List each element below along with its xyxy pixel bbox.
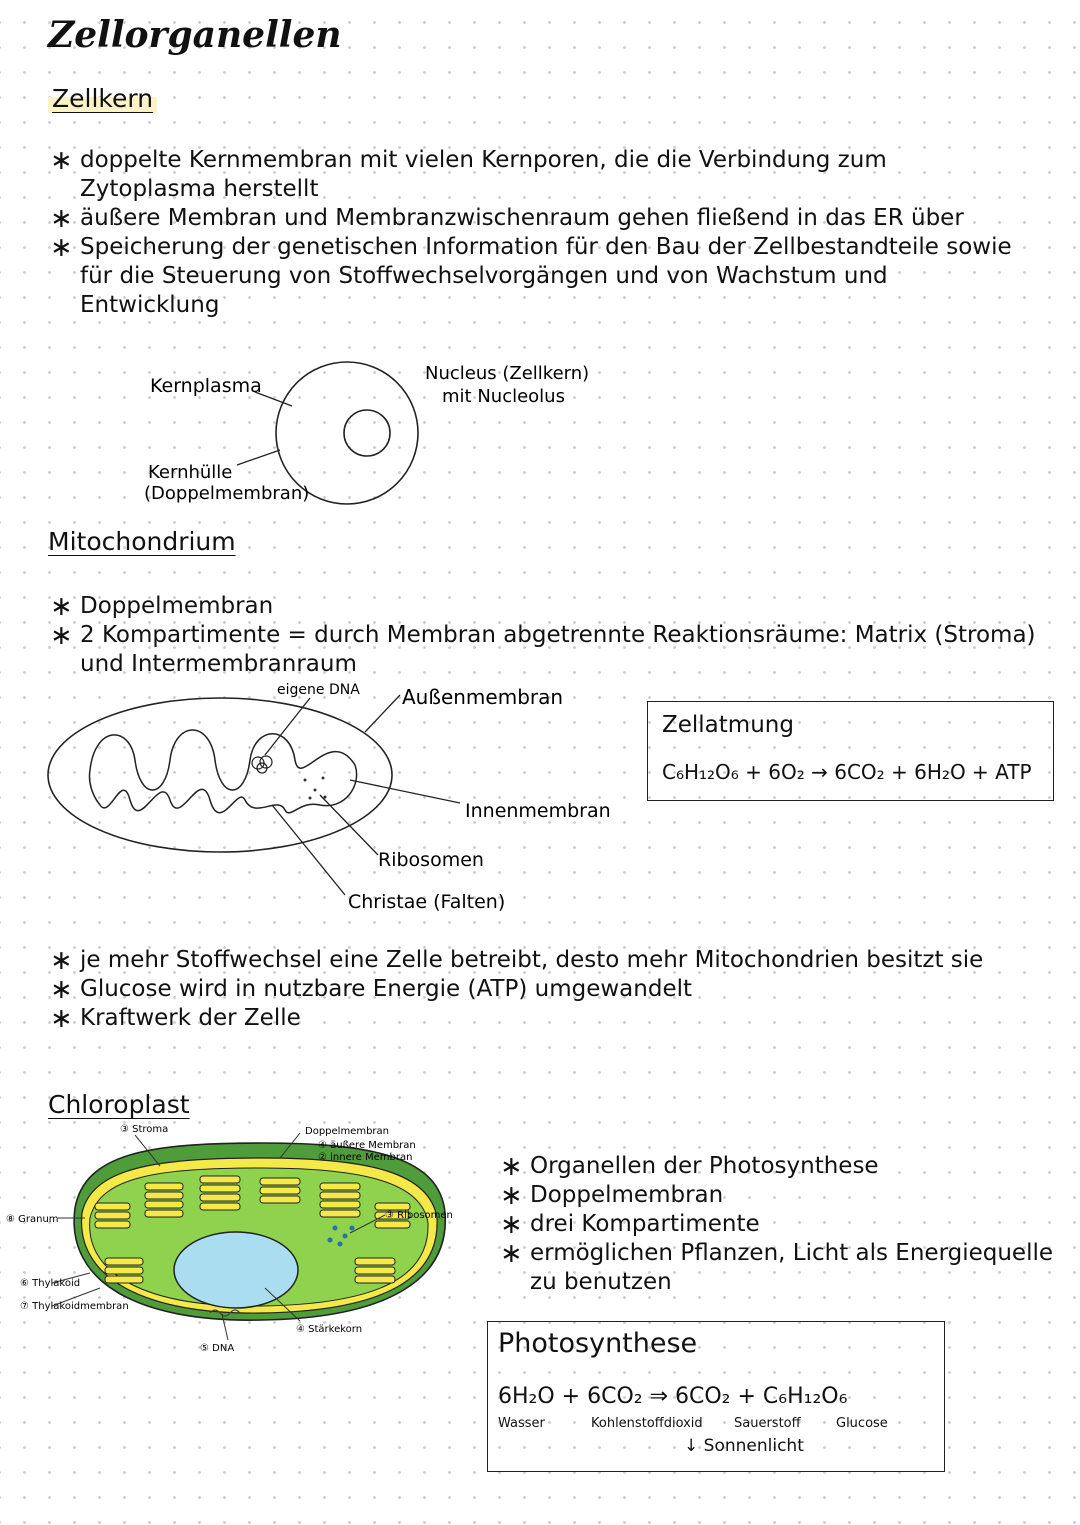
mito-ribosomen-dots: [304, 777, 327, 800]
label-ribosomen: Ribosomen: [378, 849, 484, 871]
list-item: ∗ drei Kompartimente: [500, 1210, 1060, 1239]
list-item: ∗ Kraftwerk der Zelle: [50, 1004, 1040, 1033]
innen-pointer: [350, 780, 460, 803]
label-ribosomen-c: ③ Ribosomen: [385, 1210, 453, 1221]
label-innenmembran: Innenmembran: [465, 800, 611, 822]
christae-pointer: [272, 805, 345, 895]
label-doppelmembran: (Doppelmembran): [144, 483, 310, 504]
mito-inner-membrane: [89, 730, 356, 813]
dna-pointer: [265, 698, 310, 755]
list-item: ∗ Doppelmembran: [500, 1181, 1060, 1210]
zellatmung-box: [647, 701, 1054, 801]
aussen-pointer: [365, 695, 400, 732]
heading-zellkern: [48, 84, 157, 113]
kernhuelle-pointer: [237, 450, 280, 465]
photosynthese-formula: 6H₂O + 6CO₂ ⇒ 6CO₂ + C₆H₁₂O₆: [498, 1384, 848, 1409]
label-aussenmembran: Außenmembran: [402, 685, 564, 709]
nucleolus-circle: [344, 410, 390, 456]
list-item: ∗ Speicherung der genetischen Information für den Bau der Zellbestandteile sowie für die Steuerung von Stoffwechselvorgängen und von Wachstum und Entwicklung: [50, 233, 1030, 320]
label-kernhuelle: Kernhülle: [148, 462, 233, 483]
label-innere-membran: ② innere Membran: [318, 1152, 413, 1163]
list-item: ∗ Organellen der Photosynthese: [500, 1152, 1060, 1181]
chloroplast-vacuole: [174, 1232, 298, 1308]
list-item: ∗ ermöglichen Pflanzen, Licht als Energiequelle zu benutzen: [500, 1239, 1060, 1297]
label-nucleolus: mit Nucleolus: [442, 386, 565, 407]
list-item: ∗ je mehr Stoffwechsel eine Zelle betreibt, desto mehr Mitochondrien besitzt sie: [50, 946, 1040, 975]
heading-zellkern-text: Zellkern: [48, 84, 157, 113]
mito-bullet-list-2: [50, 946, 1040, 1033]
list-item: ∗ Glucose wird in nutzbare Energie (ATP) umgewandelt: [50, 975, 1040, 1004]
ribosomen-pointer: [320, 795, 378, 855]
label-granum: ⑧ Granum: [6, 1214, 59, 1225]
list-item: ∗ Doppelmembran: [50, 592, 1040, 621]
heading-mitochondrium: Mitochondrium: [48, 527, 236, 556]
label-kernplasma: Kernplasma: [150, 375, 262, 397]
chloroplast-diagram: [0, 1118, 470, 1363]
zellatmung-title: Zellatmung: [662, 712, 794, 738]
label-thylakoid: ⑥ Thylakoid: [20, 1278, 81, 1289]
label-wasser: Wasser: [498, 1416, 545, 1431]
heading-chloroplast: Chloroplast: [48, 1090, 190, 1119]
zellatmung-formula: C₆H₁₂O₆ + 6O₂ → 6CO₂ + 6H₂O + ATP: [662, 760, 1032, 784]
mito-dna: [252, 756, 272, 773]
label-glucose: Glucose: [836, 1416, 888, 1431]
label-aeussere-membran: ④ äußere Membran: [318, 1140, 416, 1151]
nucleus-diagram: [0, 350, 700, 530]
label-sonnenlicht: ↓ Sonnenlicht: [684, 1436, 804, 1456]
label-stroma: ③ Stroma: [120, 1124, 169, 1135]
label-christae: Christae (Falten): [348, 891, 506, 913]
zellkern-bullet-list: [50, 146, 1030, 320]
label-staerkekorn: ④ Stärkekorn: [296, 1324, 363, 1335]
mito-bullet-list: [50, 592, 1040, 679]
mito-outer-membrane: [48, 698, 392, 852]
label-kohlenstoffdioxid: Kohlenstoffdioxid: [591, 1416, 703, 1431]
label-doppelmembran-c: Doppelmembran: [305, 1126, 390, 1137]
list-item: ∗ doppelte Kernmembran mit vielen Kernporen, die die Verbindung zum Zytoplasma herstellt: [50, 146, 1030, 204]
photosynthese-title: Photosynthese: [498, 1328, 698, 1359]
label-thylakoidmembran: ⑦ Thylakoidmembran: [20, 1301, 129, 1312]
chloro-bullet-list: [500, 1152, 1060, 1297]
page-title: Zellorganellen: [48, 14, 342, 56]
label-dna-c: ⑤ DNA: [200, 1343, 235, 1354]
list-item: ∗ 2 Kompartimente = durch Membran abgetrennte Reaktionsräume: Matrix (Stroma) und Intermembranraum: [50, 621, 1040, 679]
label-sauerstoff: Sauerstoff: [734, 1416, 801, 1431]
label-nucleus: Nucleus (Zellkern): [425, 363, 590, 384]
label-eigene-dna: eigene DNA: [277, 682, 360, 698]
mitochondrium-diagram: [0, 670, 640, 920]
list-item: ∗ äußere Membran und Membranzwischenraum gehen fließend in das ER über: [50, 204, 1030, 233]
photosynthese-box: [487, 1321, 945, 1472]
